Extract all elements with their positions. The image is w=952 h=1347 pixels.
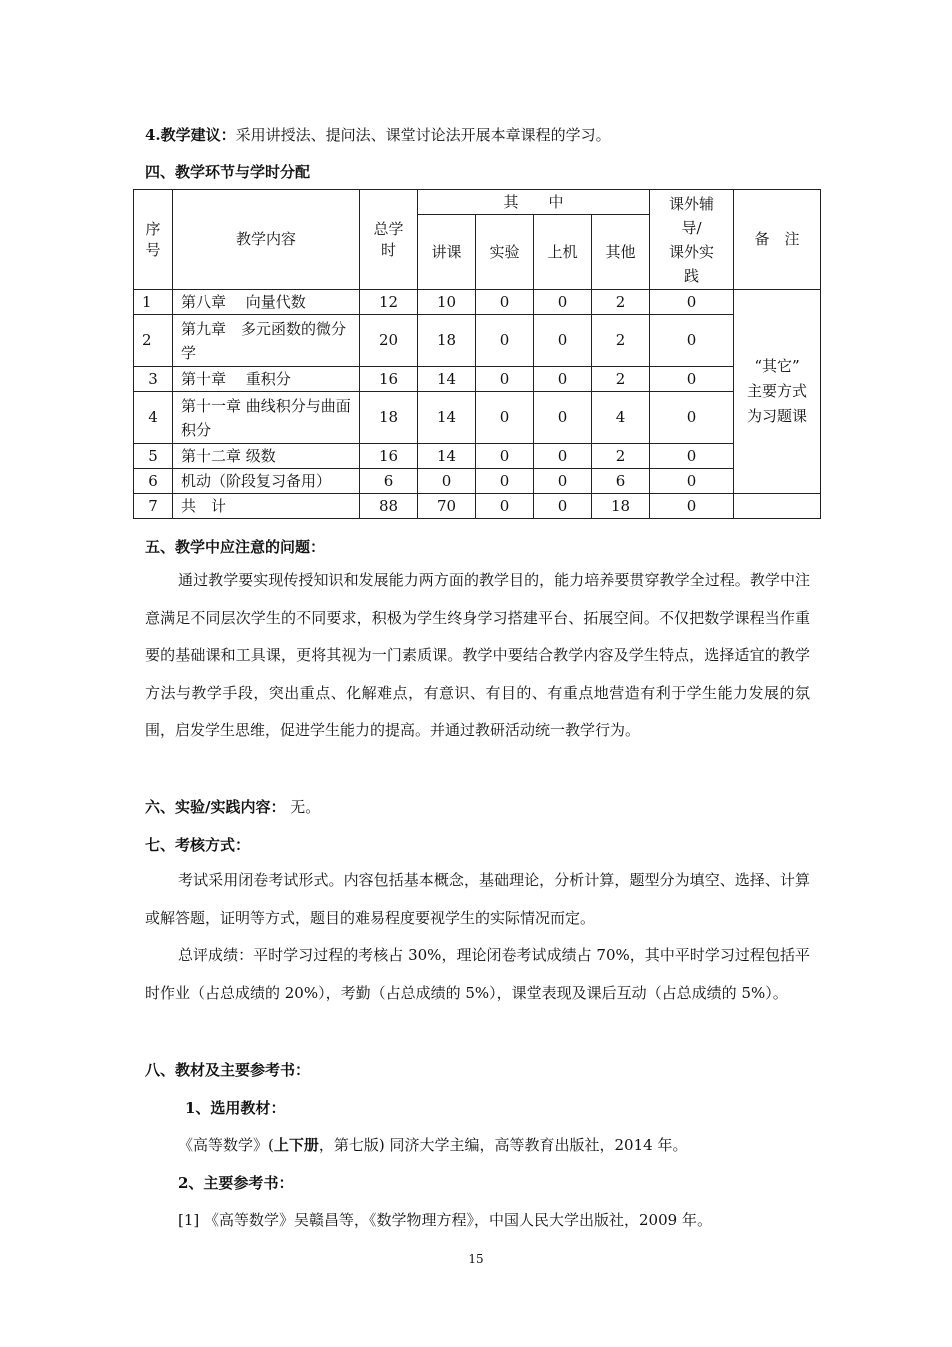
section5-paragraph xyxy=(145,562,810,750)
row-extra: 0 xyxy=(650,392,734,444)
row-content: 共 计 xyxy=(173,494,360,519)
header-computer: 上机 xyxy=(534,215,592,290)
row-other: 18 xyxy=(592,494,650,519)
row-other: 2 xyxy=(592,444,650,469)
row-lecture: 14 xyxy=(418,392,476,444)
row-other: 2 xyxy=(592,367,650,392)
row-computer: 0 xyxy=(534,367,592,392)
row-experiment: 0 xyxy=(476,444,534,469)
section5-text: 通过教学要实现传授知识和发展能力两方面的教学目的，能力培养要贯穿教学全过程。教学中注意满足不同层次学生的不同要求，积极为学生终身学习搭建平台、拓展空间。不仅把数学课程当作重要的基础课和工具课，更将其视为一门素质课。教学中要结合教学内容及学生特点，选择适宜的教学方法与教学手段，突出重点、化解难点，有意识、有目的、有重点地营造有利于学生能力发展的氛围，启发学生思维，促进学生能力的提高。并通过教研活动统一教学行为。 xyxy=(145,571,810,740)
textbook-pre: 《高等数学》( xyxy=(178,1136,274,1154)
row-no: 3 xyxy=(134,367,173,392)
table-row xyxy=(134,315,821,367)
row-extra: 0 xyxy=(650,290,734,315)
row-experiment: 0 xyxy=(476,494,534,519)
row-computer: 0 xyxy=(534,290,592,315)
textbook-subtitle: 1、选用教材： xyxy=(185,1099,286,1117)
row-total: 6 xyxy=(360,469,418,494)
row-no: 4 xyxy=(134,392,173,444)
row-computer: 0 xyxy=(534,469,592,494)
table-row xyxy=(134,392,821,444)
section7-text1: 考试采用闭卷考试形式。内容包括基本概念，基础理论，分析计算，题型分为填空、选择、计算或解答题，证明等方式，题目的难易程度要视学生的实际情况而定。 xyxy=(145,871,810,927)
row-total: 20 xyxy=(360,315,418,367)
table-row xyxy=(134,290,821,315)
row-computer: 0 xyxy=(534,315,592,367)
header-extra: 课外辅 导/ 课外实 践 xyxy=(650,190,734,290)
row-computer: 0 xyxy=(534,444,592,469)
row-extra: 0 xyxy=(650,494,734,519)
row-experiment: 0 xyxy=(476,367,534,392)
textbook-volumes: 上下册 xyxy=(273,1136,319,1154)
page-number: 15 xyxy=(468,1252,484,1266)
row-other: 6 xyxy=(592,469,650,494)
row-content: 第十一章 曲线积分与曲面积分 xyxy=(173,392,360,444)
table-total-row xyxy=(134,494,821,519)
section5-title: 五、教学中应注意的问题： xyxy=(145,538,326,556)
row-computer: 0 xyxy=(534,494,592,519)
header-lecture: 讲课 xyxy=(418,215,476,290)
section-hours-title: 四、教学环节与学时分配 xyxy=(145,163,311,181)
header-total: 总学 时 xyxy=(360,190,418,290)
row-lecture: 10 xyxy=(418,290,476,315)
row-experiment: 0 xyxy=(476,315,534,367)
row-total: 16 xyxy=(360,367,418,392)
row-content: 第九章 多元函数的微分学 xyxy=(173,315,360,367)
row-content: 第十二章 级数 xyxy=(173,444,360,469)
header-experiment: 实验 xyxy=(476,215,534,290)
row-total: 16 xyxy=(360,444,418,469)
section7-paragraph-2 xyxy=(145,937,810,1012)
section7-paragraph-1 xyxy=(145,862,810,937)
row-extra: 0 xyxy=(650,315,734,367)
section6-title: 六、实验/实践内容： xyxy=(145,798,286,816)
reference-item: [1] 《高等数学》吴赣昌等，《数学物理方程》，中国人民大学出版社，2009 年。 xyxy=(178,1211,712,1229)
row-experiment: 0 xyxy=(476,392,534,444)
row-lecture: 18 xyxy=(418,315,476,367)
row-experiment: 0 xyxy=(476,290,534,315)
section6 xyxy=(145,796,320,817)
row-content: 第十章 重积分 xyxy=(173,367,360,392)
row-no: 5 xyxy=(134,444,173,469)
header-content: 教学内容 xyxy=(173,190,360,290)
table-header-row xyxy=(134,190,821,215)
row-no: 2 xyxy=(134,315,173,367)
header-remark: 备 注 xyxy=(734,190,821,290)
row-other: 2 xyxy=(592,315,650,367)
row-no: 7 xyxy=(134,494,173,519)
table-row xyxy=(134,367,821,392)
remark-note: “其它” 主要方式 为习题课 xyxy=(734,290,821,494)
row-remark-empty xyxy=(734,494,821,519)
section6-text: 无。 xyxy=(285,798,321,816)
teaching-advice xyxy=(145,124,611,145)
section7-title: 七、考核方式： xyxy=(145,836,251,854)
row-other: 4 xyxy=(592,392,650,444)
hours-table xyxy=(133,189,821,519)
row-total: 18 xyxy=(360,392,418,444)
row-lecture: 0 xyxy=(418,469,476,494)
textbook-entry xyxy=(178,1134,687,1155)
teaching-advice-text: 采用讲授法、提问法、课堂讨论法开展本章课程的学习。 xyxy=(235,126,611,144)
row-lecture: 14 xyxy=(418,444,476,469)
row-extra: 0 xyxy=(650,469,734,494)
row-total: 88 xyxy=(360,494,418,519)
row-total: 12 xyxy=(360,290,418,315)
row-extra: 0 xyxy=(650,367,734,392)
header-seq: 序 号 xyxy=(134,190,173,290)
header-group: 其 中 xyxy=(418,190,650,215)
references-subtitle: 2、主要参考书： xyxy=(178,1174,294,1192)
row-no: 1 xyxy=(134,290,173,315)
row-content: 第八章 向量代数 xyxy=(173,290,360,315)
table-row xyxy=(134,469,821,494)
row-other: 2 xyxy=(592,290,650,315)
row-experiment: 0 xyxy=(476,469,534,494)
table-row xyxy=(134,444,821,469)
row-lecture: 70 xyxy=(418,494,476,519)
row-computer: 0 xyxy=(534,392,592,444)
textbook-post: ，第七版) 同济大学主编，高等教育出版社，2014 年。 xyxy=(318,1136,688,1154)
section8-title: 八、教材及主要参考书： xyxy=(145,1061,311,1079)
header-other: 其他 xyxy=(592,215,650,290)
row-content: 机动（阶段复习备用） xyxy=(173,469,360,494)
row-no: 6 xyxy=(134,469,173,494)
section7-text2: 总评成绩：平时学习过程的考核占 30%，理论闭卷考试成绩占 70%，其中平时学习过程包括平时作业（占总成绩的 20%），考勤（占总成绩的 5%），课堂表现及课后互动（占总成绩的 5%）。 xyxy=(145,946,810,1002)
row-lecture: 14 xyxy=(418,367,476,392)
row-extra: 0 xyxy=(650,444,734,469)
teaching-advice-label: 4.教学建议： xyxy=(145,126,236,144)
